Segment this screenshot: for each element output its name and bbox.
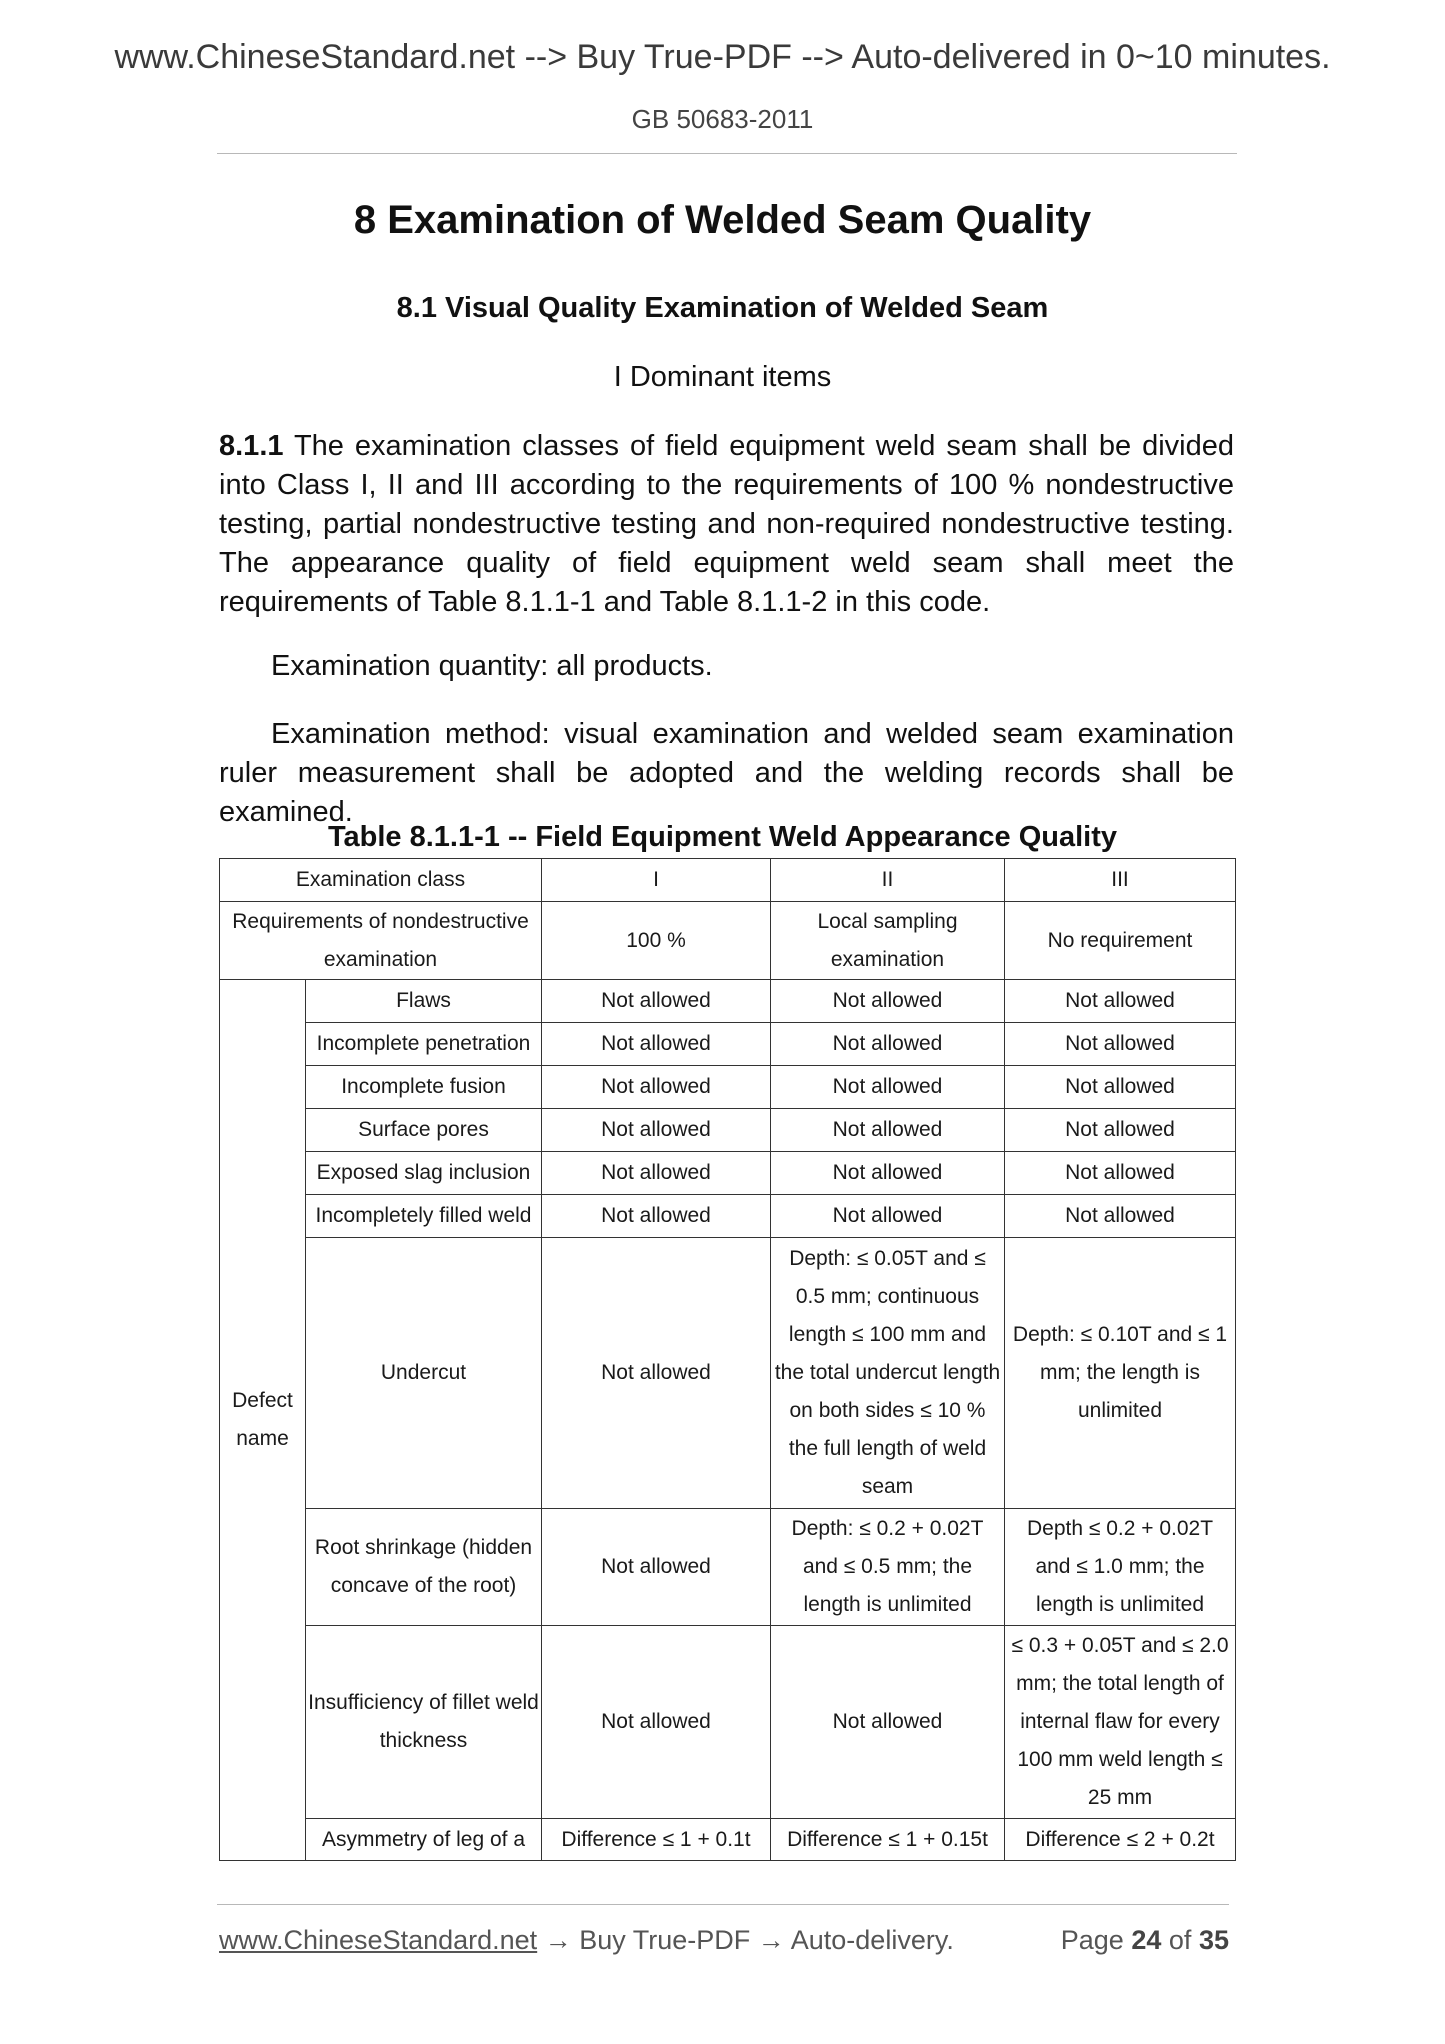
table-row: [220, 1152, 1236, 1195]
footer-link[interactable]: www.ChineseStandard.net: [219, 1925, 538, 1955]
class-3-value: Not allowed: [1005, 980, 1236, 1023]
defect-name: Insufficiency of fillet weld thickness: [306, 1626, 542, 1819]
table-caption: Table 8.1.1-1 -- Field Equipment Weld Appearance Quality: [327, 821, 1118, 853]
defect-name: Undercut: [306, 1238, 542, 1509]
table-row: [220, 1195, 1236, 1238]
subsection-title: I Dominant items: [613, 361, 832, 393]
class-3-value: Depth ≤ 0.2 + 0.02T and ≤ 1.0 mm; the length is unlimited: [1005, 1509, 1236, 1626]
site-banner: www.ChineseStandard.net --> Buy True-PDF --> Auto-delivered in 0~10 minutes.: [114, 38, 1331, 76]
table-row: [220, 980, 1236, 1023]
clause-paragraph: [219, 427, 1234, 622]
table-row: [220, 1023, 1236, 1066]
defect-group-label: Defect name: [220, 980, 306, 1861]
nde-class-1: 100 %: [542, 902, 771, 980]
class-3-value: Not allowed: [1005, 1195, 1236, 1238]
class-3-value: Not allowed: [1005, 1152, 1236, 1195]
defect-name: Incomplete fusion: [306, 1066, 542, 1109]
class-2-value: Difference ≤ 1 + 0.15t: [771, 1819, 1005, 1861]
class-1-value: Not allowed: [542, 1023, 771, 1066]
header-label: Examination class: [220, 859, 542, 902]
table-row: [220, 1109, 1236, 1152]
table-row: [220, 1066, 1236, 1109]
class-3-value: Depth: ≤ 0.10T and ≤ 1 mm; the length is unlimited: [1005, 1238, 1236, 1509]
standard-number: GB 50683-2011: [631, 104, 814, 134]
class-3-value: Difference ≤ 2 + 0.2t: [1005, 1819, 1236, 1861]
table-row: [220, 1819, 1236, 1861]
footer-text: → Buy True-PDF → Auto-delivery.: [544, 1925, 954, 1955]
class-2-value: Not allowed: [771, 1195, 1005, 1238]
class-3-value: Not allowed: [1005, 1109, 1236, 1152]
page-footer: [219, 1925, 1229, 1956]
clause-text: The examination classes of field equipment weld seam shall be divided into Class I, II and III according to the requirements of 100 % nondestructive testing, partial nondestructive testing and non-required nondestructive testing. The appearance quality of field equipment weld seam shall meet the requirements of Table 8.1.1-1 and Table 8.1.1-2 in this code.: [219, 430, 1234, 618]
exam-method: Examination method: visual examination and welded seam examination ruler measurement shall be adopted and the welding records shall be examined.: [219, 718, 1234, 828]
class-1-value: Difference ≤ 1 + 0.1t: [542, 1819, 771, 1861]
class-1-value: Not allowed: [542, 1238, 771, 1509]
header-class-3: III: [1005, 859, 1236, 902]
section-title: 8.1 Visual Quality Examination of Welded Seam: [396, 292, 1049, 324]
page-label: Page: [1060, 1925, 1124, 1955]
class-3-value: ≤ 0.3 + 0.05T and ≤ 2.0 mm; the total length of internal flaw for every 100 mm weld length ≤ 25 mm: [1005, 1626, 1236, 1819]
page-number: 24: [1131, 1925, 1162, 1955]
table-row: [220, 1238, 1236, 1509]
nde-class-3: No requirement: [1005, 902, 1236, 980]
nde-label: Requirements of nondestructive examination: [220, 902, 542, 980]
exam-quantity: Examination quantity: all products.: [271, 650, 713, 682]
weld-quality-table: [219, 858, 1236, 1861]
class-1-value: Not allowed: [542, 1195, 771, 1238]
class-2-value: Not allowed: [771, 1152, 1005, 1195]
nde-requirement-row: [220, 902, 1236, 980]
table-row: [220, 1509, 1236, 1626]
header-divider: [217, 153, 1237, 154]
class-1-value: Not allowed: [542, 1509, 771, 1626]
class-1-value: Not allowed: [542, 1152, 771, 1195]
table-header-row: [220, 859, 1236, 902]
header-class-1: I: [542, 859, 771, 902]
table-row: [220, 1626, 1236, 1819]
class-2-value: Not allowed: [771, 1626, 1005, 1819]
defect-name: Root shrinkage (hidden concave of the root): [306, 1509, 542, 1626]
class-2-value: Not allowed: [771, 1023, 1005, 1066]
defect-name: Incompletely filled weld: [306, 1195, 542, 1238]
page-indicator: [1061, 1925, 1229, 1956]
class-2-value: Not allowed: [771, 1109, 1005, 1152]
class-2-value: Not allowed: [771, 1066, 1005, 1109]
header-class-2: II: [771, 859, 1005, 902]
of-label: of: [1168, 1925, 1192, 1955]
class-1-value: Not allowed: [542, 1066, 771, 1109]
defect-name: Flaws: [306, 980, 542, 1023]
class-2-value: Not allowed: [771, 980, 1005, 1023]
defect-name: Incomplete penetration: [306, 1023, 542, 1066]
total-pages: 35: [1198, 1925, 1229, 1955]
defect-name: Surface pores: [306, 1109, 542, 1152]
class-2-value: Depth: ≤ 0.05T and ≤ 0.5 mm; continuous length ≤ 100 mm and the total undercut length on both sides ≤ 10 % the full length of weld seam: [771, 1238, 1005, 1509]
class-2-value: Depth: ≤ 0.2 + 0.02T and ≤ 0.5 mm; the length is unlimited: [771, 1509, 1005, 1626]
class-1-value: Not allowed: [542, 1626, 771, 1819]
defect-name: Asymmetry of leg of a: [306, 1819, 542, 1861]
nde-class-2: Local sampling examination: [771, 902, 1005, 980]
class-3-value: Not allowed: [1005, 1023, 1236, 1066]
class-1-value: Not allowed: [542, 1109, 771, 1152]
chapter-title: 8 Examination of Welded Seam Quality: [353, 198, 1092, 242]
clause-number: 8.1.1: [219, 430, 284, 462]
class-1-value: Not allowed: [542, 980, 771, 1023]
footer-divider: [217, 1904, 1229, 1905]
class-3-value: Not allowed: [1005, 1066, 1236, 1109]
defect-name: Exposed slag inclusion: [306, 1152, 542, 1195]
